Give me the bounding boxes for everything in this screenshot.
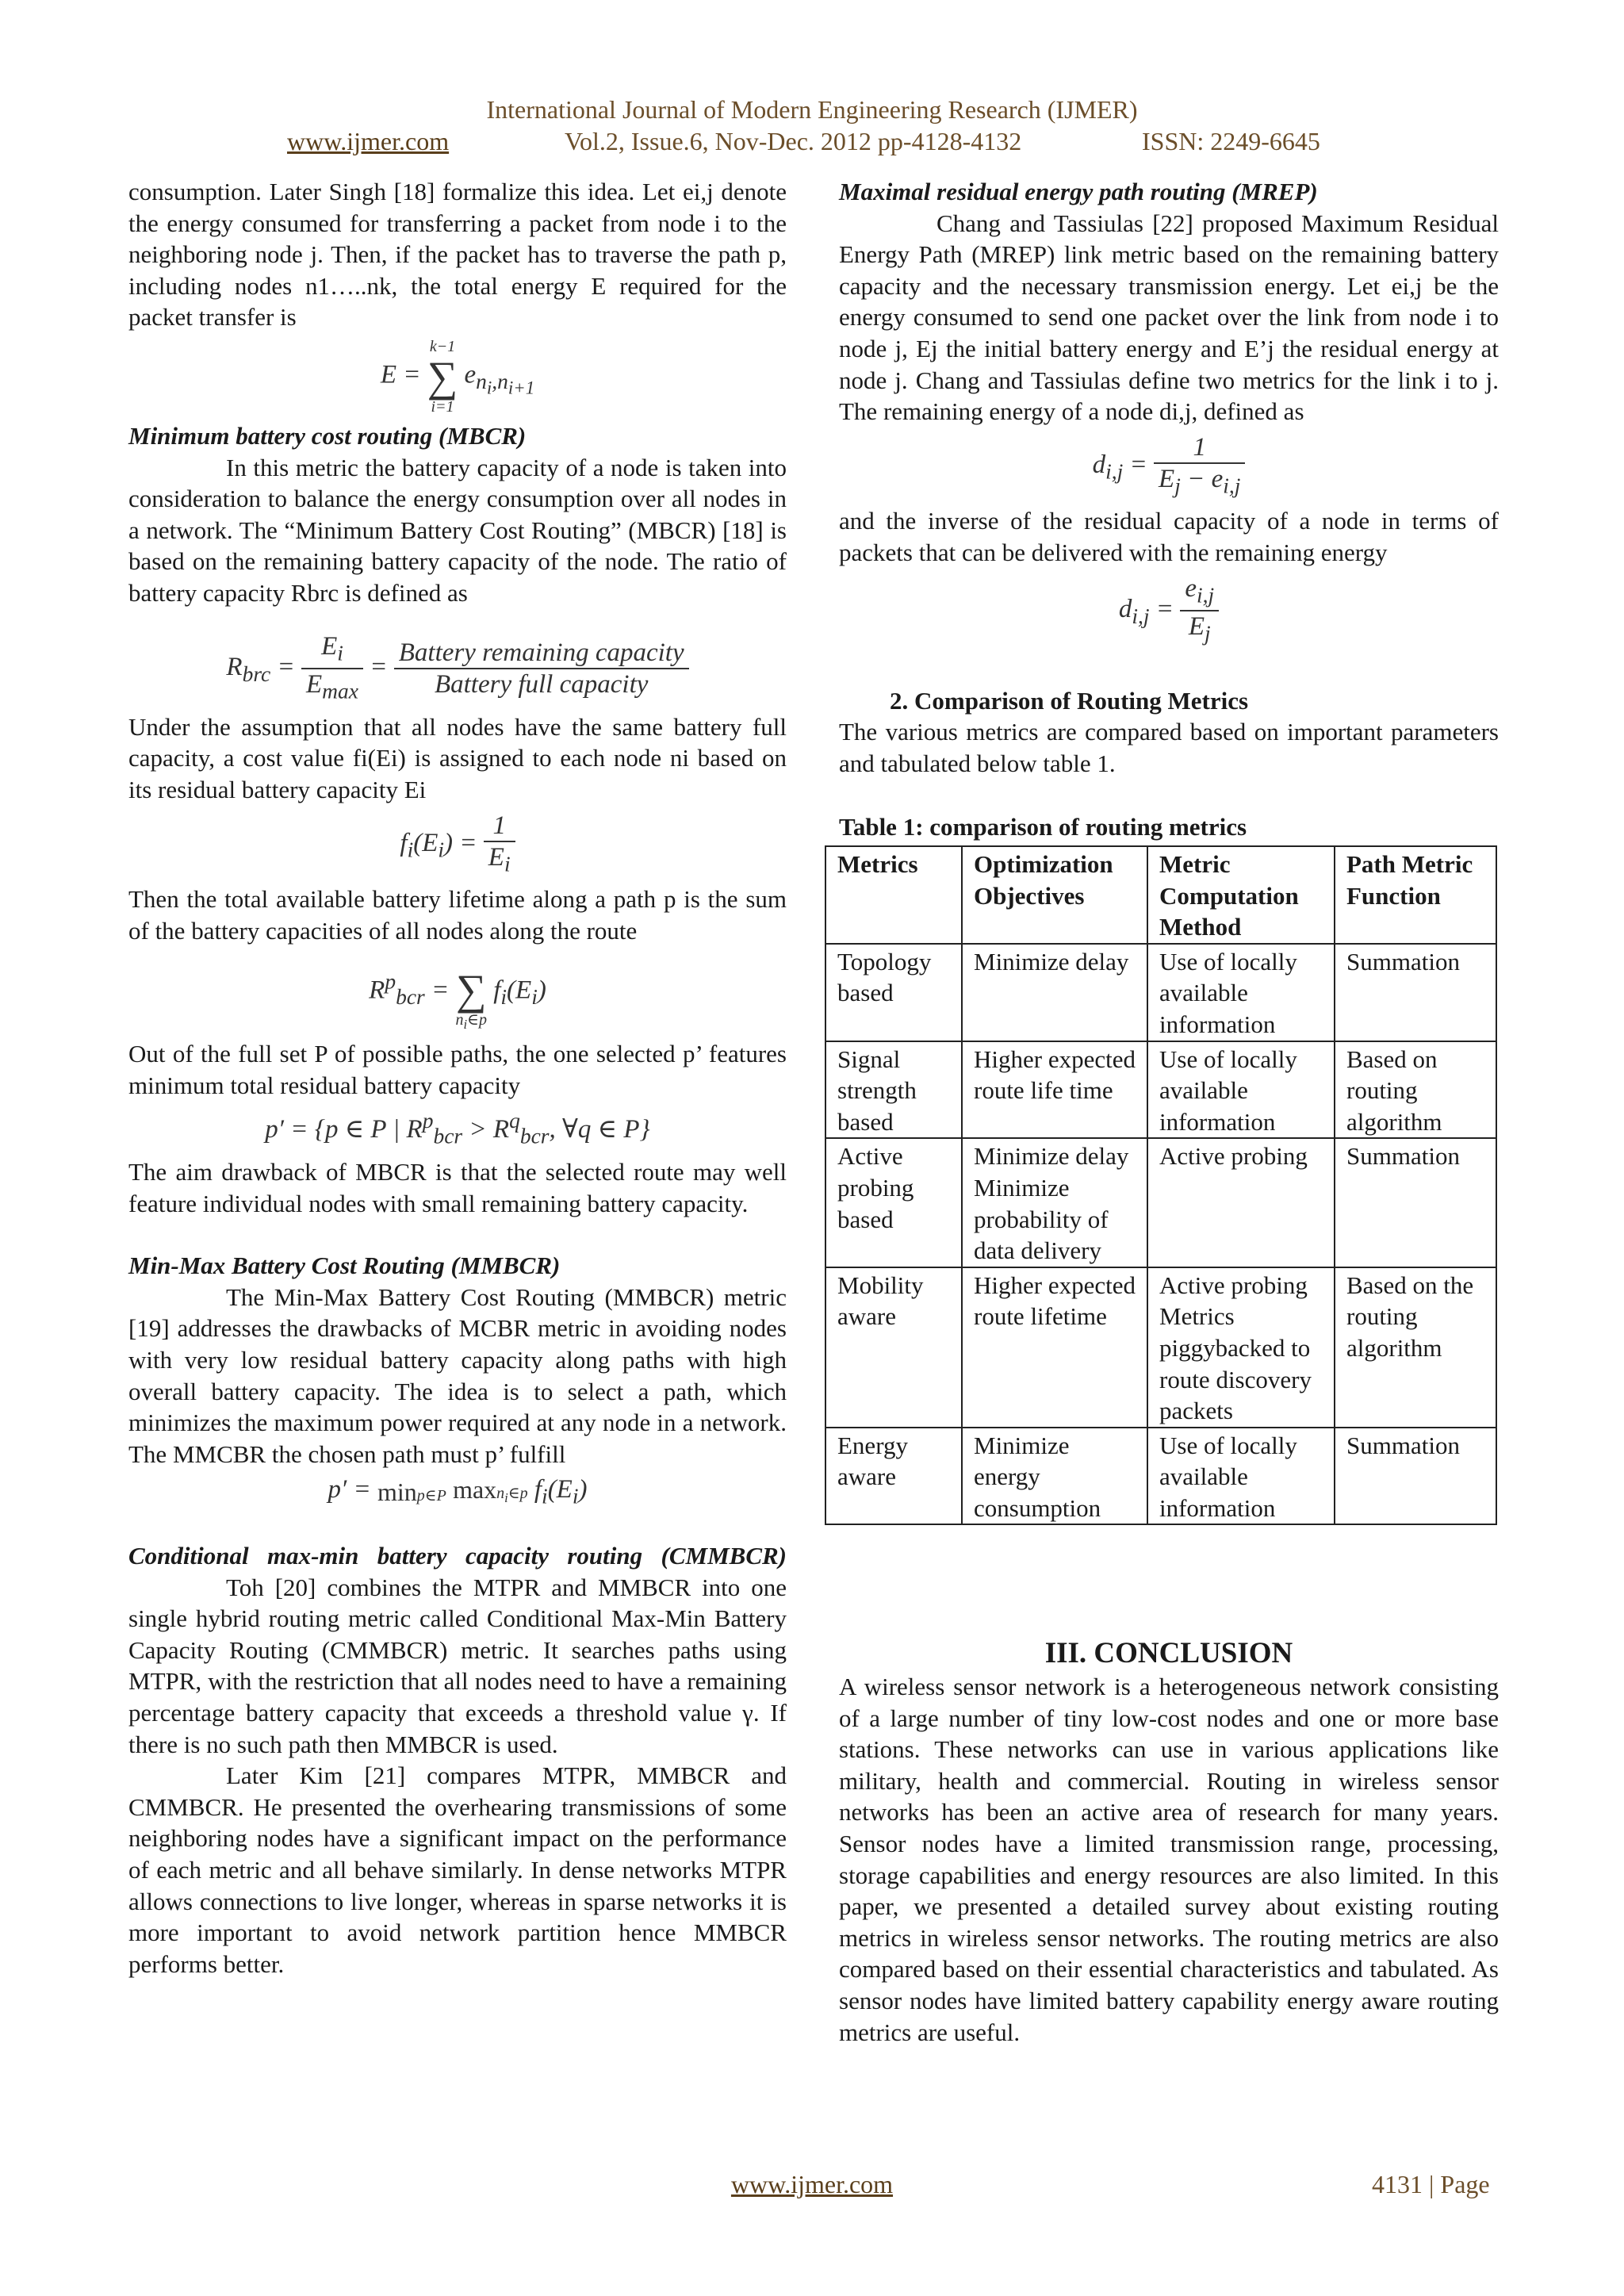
header-volume: Vol.2, Issue.6, Nov-Dec. 2012 pp-4128-4132 bbox=[565, 127, 1022, 155]
rbrc-denominator: Battery full capacity bbox=[434, 670, 649, 700]
table-cell: Higher expected route lifetime bbox=[962, 1267, 1147, 1428]
table-header-cell: Metric Computation Method bbox=[1147, 846, 1335, 944]
journal-title: International Journal of Modern Engineering Research (IJMER) bbox=[486, 95, 1138, 124]
table-header-row bbox=[825, 846, 1496, 944]
table-cell: Energy aware bbox=[825, 1428, 962, 1525]
section-2-heading: 2. Comparison of Routing Metrics bbox=[890, 686, 1249, 715]
equation-path-selection: p′ = {p ∈ P | $R^p_{bcr} > R^q_{bcr}$, ∀q ∈ P} bbox=[265, 1108, 650, 1149]
table-cell: Signal strength based bbox=[825, 1041, 962, 1139]
comparison-table bbox=[825, 845, 1497, 1525]
left-column bbox=[128, 176, 787, 1980]
table-cell: Summation bbox=[1335, 1138, 1496, 1267]
table-cell: Based on the routing algorithm bbox=[1335, 1267, 1496, 1428]
table-cell: Summation bbox=[1335, 1428, 1496, 1525]
footer-journal-link[interactable]: www.ijmer.com bbox=[730, 2170, 894, 2198]
header-issn: ISSN: 2249-6645 bbox=[1142, 127, 1320, 155]
mbcr-paragraph-3: Then the total available battery lifetime along a path p is the sum of the battery capacities of all nodes along the route bbox=[128, 885, 787, 945]
table-cell: Use of locally available information bbox=[1147, 944, 1335, 1041]
table-cell: Active probing Metrics piggybacked to route discovery packets bbox=[1147, 1267, 1335, 1428]
mrep-paragraph-2: and the inverse of the residual capacity of a node in terms of packets that can be delivered with the remaining energy bbox=[839, 507, 1499, 566]
table-row bbox=[825, 944, 1496, 1041]
table-row bbox=[825, 1041, 1496, 1139]
table-header-cell: Metrics bbox=[825, 846, 962, 944]
conclusion-section bbox=[839, 1636, 1499, 2048]
right-column bbox=[839, 176, 1499, 842]
equation-cost-function: $f_i(E_i)$ = $\frac{1}{E_i}$ bbox=[128, 811, 787, 880]
spacer bbox=[839, 654, 1499, 685]
table-header-cell: Path Metric Function bbox=[1335, 846, 1496, 944]
spacer bbox=[128, 1219, 787, 1250]
table-cell: Active probing bbox=[1147, 1138, 1335, 1267]
spacer bbox=[839, 780, 1499, 811]
mmbcr-paragraph-1: The Min-Max Battery Cost Routing (MMBCR) metric [19] addresses the drawbacks of MCBR metric in avoiding nodes with very low residual battery capacity along paths with high overall battery capacity. The idea is to select a path, which minimizes the maximum power required at any node in a network. The MMCBR the chosen path must p’ fulfill bbox=[128, 1282, 787, 1468]
table-cell: Minimize energy consumption bbox=[962, 1428, 1147, 1525]
page-number: 4131 | Page bbox=[1372, 2170, 1490, 2198]
mrep-heading: Maximal residual energy path routing (MREP) bbox=[839, 178, 1318, 205]
equation-total-energy: E = k−1 ∑ i=1 $e_{n_i,n_{i+1}}$ bbox=[380, 337, 535, 416]
conclusion-heading: III. CONCLUSION bbox=[1044, 1637, 1293, 1669]
mbcr-paragraph-4: Out of the full set P of possible paths, the one selected p’ features minimum total residual battery capacity bbox=[128, 1040, 787, 1099]
table-cell: Minimize delay bbox=[962, 944, 1147, 1041]
table-cell: Summation bbox=[1335, 944, 1496, 1041]
mbcr-paragraph-2: Under the assumption that all nodes have the same battery full capacity, a cost value fi(Ei) is assigned to each node ni based on its residual battery capacity Ei bbox=[128, 712, 787, 803]
table-cell: Topology based bbox=[825, 944, 962, 1041]
equation-battery-lifetime: $R^p_{bcr}$ = ∑ $n_i\in p$ $f_i(E_i)$ bbox=[369, 966, 546, 1033]
table-cell: Active probing based bbox=[825, 1138, 962, 1267]
table-cell: Minimize delay Minimize probability of data delivery bbox=[962, 1138, 1147, 1267]
mmbcr-heading: Min-Max Battery Cost Routing (MMBCR) bbox=[128, 1251, 561, 1280]
table-row bbox=[825, 1267, 1496, 1428]
table-header-cell: Optimization Objectives bbox=[962, 846, 1147, 944]
rbrc-numerator: Battery remaining capacity bbox=[394, 638, 689, 669]
intro-paragraph: consumption. Later Singh [18] formalize this idea. Let ei,j denote the energy consumed for transferring a packet from node i to the neighboring node j. Then, if the packet has to traverse the path p, including nodes n1…..nk, the total energy E required for the packet transfer is bbox=[128, 178, 787, 332]
table-caption: Table 1: comparison of routing metrics bbox=[839, 812, 1247, 841]
table-row bbox=[825, 1138, 1496, 1267]
table-cell: Use of locally available information bbox=[1147, 1041, 1335, 1139]
table-cell: Based on routing algorithm bbox=[1335, 1041, 1496, 1139]
conclusion-paragraph: A wireless sensor network is a heterogeneous network consisting of a large number of tiny low-cost nodes and one or more base stations. These networks can use in various applications like military, health and commercial. Routing in wireless sensor networks has been an active area of research for many years. Sensor nodes have a limited transmission range, processing, storage capabilities and energy resources are also limited. In this paper, we presented a detailed survey about existing routing metrics in wireless sensor networks. The routing metrics are also compared based on their essential characteristics and tabulated. As sensor nodes have limited battery capability energy aware routing metrics are useful. bbox=[839, 1673, 1499, 2046]
table-row bbox=[825, 1428, 1496, 1525]
mbcr-paragraph-1: In this metric the battery capacity of a node is taken into consideration to balance the energy consumption over all nodes in a network. The “Minimum Battery Cost Routing” (MBCR) [18] is based on the remaining battery capacity of the node. The ratio of battery capacity Rbrc is defined as bbox=[128, 453, 787, 607]
mbcr-heading: Minimum battery cost routing (MBCR) bbox=[128, 421, 527, 450]
equation-rbrc: $R_{brc}$ = $E_i$ $E_{max}$ = Battery remaining capacity Battery full capacity bbox=[128, 631, 787, 707]
header-journal-link[interactable]: www.ijmer.com bbox=[287, 127, 450, 155]
table-cell: Higher expected route life time bbox=[962, 1041, 1147, 1139]
cmmbcr-heading: Conditional max-min battery capacity routing (CMMBCR) bbox=[128, 1542, 787, 1570]
equation-inverse-capacity: $d_{i,j}$ = $\frac{e_{i,j}}{E_j}$ bbox=[839, 573, 1499, 649]
mrep-paragraph-1: Chang and Tassiulas [22] proposed Maximum Residual Energy Path (MREP) link metric based on the remaining battery capacity and the necessary transmission energy. Let ei,j be the energy consumed to send one packet over the link from node i to node j, Ej the initial battery energy and E’j the residual energy at node j. Chang and Tassiulas define two metrics for the link i to j. The remaining energy of a node di,j, defined as bbox=[839, 209, 1499, 426]
table-cell: Mobility aware bbox=[825, 1267, 962, 1428]
section-2-paragraph: The various metrics are compared based on important parameters and tabulated below table 1. bbox=[839, 718, 1499, 777]
cmmbcr-paragraph-1: Toh [20] combines the MTPR and MMBCR into one single hybrid routing metric called Conditional Max-Min Battery Capacity Routing (CMMBCR) metric. It searches paths using MTPR, with the restriction that all nodes need to have a remaining percentage battery capacity that exceeds a threshold value γ. If there is no such path then MMBCR is used. bbox=[128, 1573, 787, 1758]
equation-minmax: p′ = minp∈P maxn$_i$∈p $f_i(E_i)$ bbox=[327, 1475, 588, 1508]
table-cell: Use of locally available information bbox=[1147, 1428, 1335, 1525]
mbcr-paragraph-5: The aim drawback of MBCR is that the selected route may well feature individual nodes with small remaining battery capacity. bbox=[128, 1158, 787, 1217]
spacer bbox=[128, 1516, 787, 1540]
cmmbcr-paragraph-2: Later Kim [21] compares MTPR, MMBCR and CMMBCR. He presented the overhearing transmissions of some neighboring nodes have a significant impact on the performance of each metric and all behave similarly. In dense networks MTPR allows connections to live longer, whereas in sparse networks it is more important to avoid network partition hence MMBCR performs better. bbox=[128, 1761, 787, 1978]
equation-remaining-energy: $d_{i,j}$ = $\frac{1}{E_j - e_{i,j}}$ bbox=[839, 432, 1499, 501]
